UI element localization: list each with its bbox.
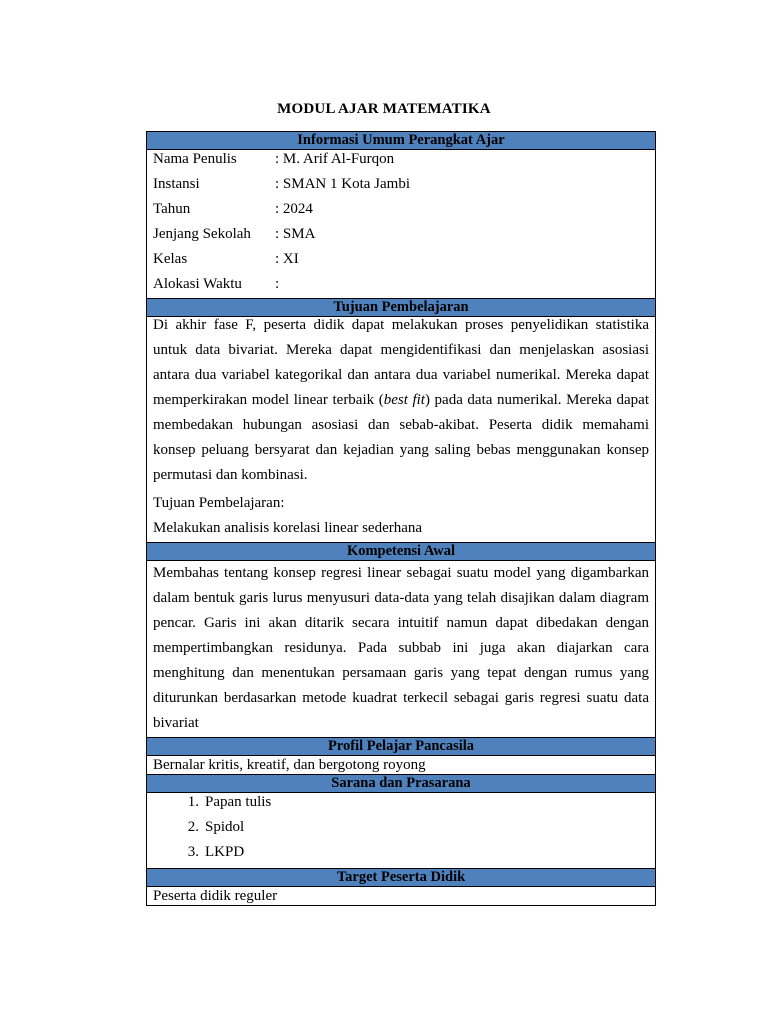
- list-text: Papan tulis: [205, 794, 272, 810]
- section-header-kompetensi: Kompetensi Awal: [147, 543, 655, 561]
- tujuan-sub-label: Tujuan Pembelajaran:: [153, 495, 285, 511]
- target-text: Peserta didik reguler: [147, 887, 655, 906]
- sarana-list: [153, 793, 649, 868]
- section-header-informasi: Informasi Umum Perangkat Ajar: [147, 132, 655, 150]
- profil-text: Bernalar kritis, kreatif, dan bergotong royong: [147, 756, 655, 775]
- info-row: [153, 250, 649, 275]
- tujuan-italic-term: best fit: [383, 392, 425, 408]
- sarana-section: [147, 793, 655, 869]
- info-value: : SMAN 1 Kota Jambi: [275, 176, 410, 192]
- info-value: : 2024: [275, 201, 313, 217]
- info-label: Tahun: [153, 201, 191, 217]
- list-text: LKPD: [205, 844, 245, 860]
- info-label: Jenjang Sekolah: [153, 226, 251, 242]
- info-label: Instansi: [153, 176, 200, 192]
- info-row: [153, 225, 649, 250]
- list-number: 1.: [187, 794, 199, 810]
- list-item: [153, 793, 649, 818]
- tujuan-section: [147, 313, 655, 543]
- info-section: [147, 150, 655, 299]
- module-table: [146, 131, 656, 906]
- section-header-profil: Profil Pelajar Pancasila: [147, 738, 655, 756]
- info-label: Kelas: [153, 251, 188, 267]
- section-header-tujuan: Tujuan Pembelajaran: [147, 299, 655, 317]
- list-item: [153, 843, 649, 868]
- section-header-target: Target Peserta Didik: [147, 869, 655, 887]
- info-value: : SMA: [275, 226, 316, 242]
- tujuan-text-part: ) pada data numerikal. Mereka dapat membedakan hubungan asosiasi dan sebab-akibat. Peserta didik memahami konsep peluang bersyarat dan kejadian yang saling bebas menggunakan konsep permutasi dan kombinasi.: [153, 392, 649, 483]
- tujuan-paragraph: [153, 313, 649, 488]
- section-header-sarana: Sarana dan Prasarana: [147, 775, 655, 793]
- info-row: [153, 150, 649, 175]
- info-row: [153, 200, 649, 225]
- info-value: :: [275, 276, 280, 292]
- list-text: Spidol: [205, 819, 245, 835]
- tujuan-text-part: Di akhir fase F, peserta didik dapat melakukan proses penyelidikan statistika untuk data bivariat. Mereka dapat mengidentifikasi dan menjelaskan asosiasi antara dua variabel kategorikal dan antara dua variabel numerikal. Mereka dapat memperkirakan model linear terbaik (: [153, 317, 649, 408]
- list-number: 3.: [187, 844, 199, 860]
- info-row: [153, 275, 649, 300]
- info-label: Nama Penulis: [153, 151, 237, 167]
- kompetensi-text: Membahas tentang konsep regresi linear sebagai suatu model yang digambarkan dalam bentuk garis lurus menyusuri data-data yang telah disajikan dalam diagram pencar. Garis ini akan ditarik secara intuitif namun dapat dibedakan dengan mempertimbangkan residunya. Pada subbab ini juga akan diajarkan cara menghitung dan menentukan persamaan garis yang tepat dengan rumus yang diturunkan berdasarkan metode kuadrat terkecil sebagai garis regresi suatu data bivariat: [147, 561, 655, 738]
- info-value: : XI: [275, 251, 299, 267]
- info-row: [153, 175, 649, 200]
- list-number: 2.: [187, 819, 199, 835]
- list-item: [153, 818, 649, 843]
- document-title: MODUL AJAR MATEMATIKA: [277, 101, 491, 117]
- info-value: : M. Arif Al-Furqon: [275, 151, 395, 167]
- info-label: Alokasi Waktu: [153, 276, 242, 292]
- tujuan-sub-value: Melakukan analisis korelasi linear sederhana: [153, 520, 423, 536]
